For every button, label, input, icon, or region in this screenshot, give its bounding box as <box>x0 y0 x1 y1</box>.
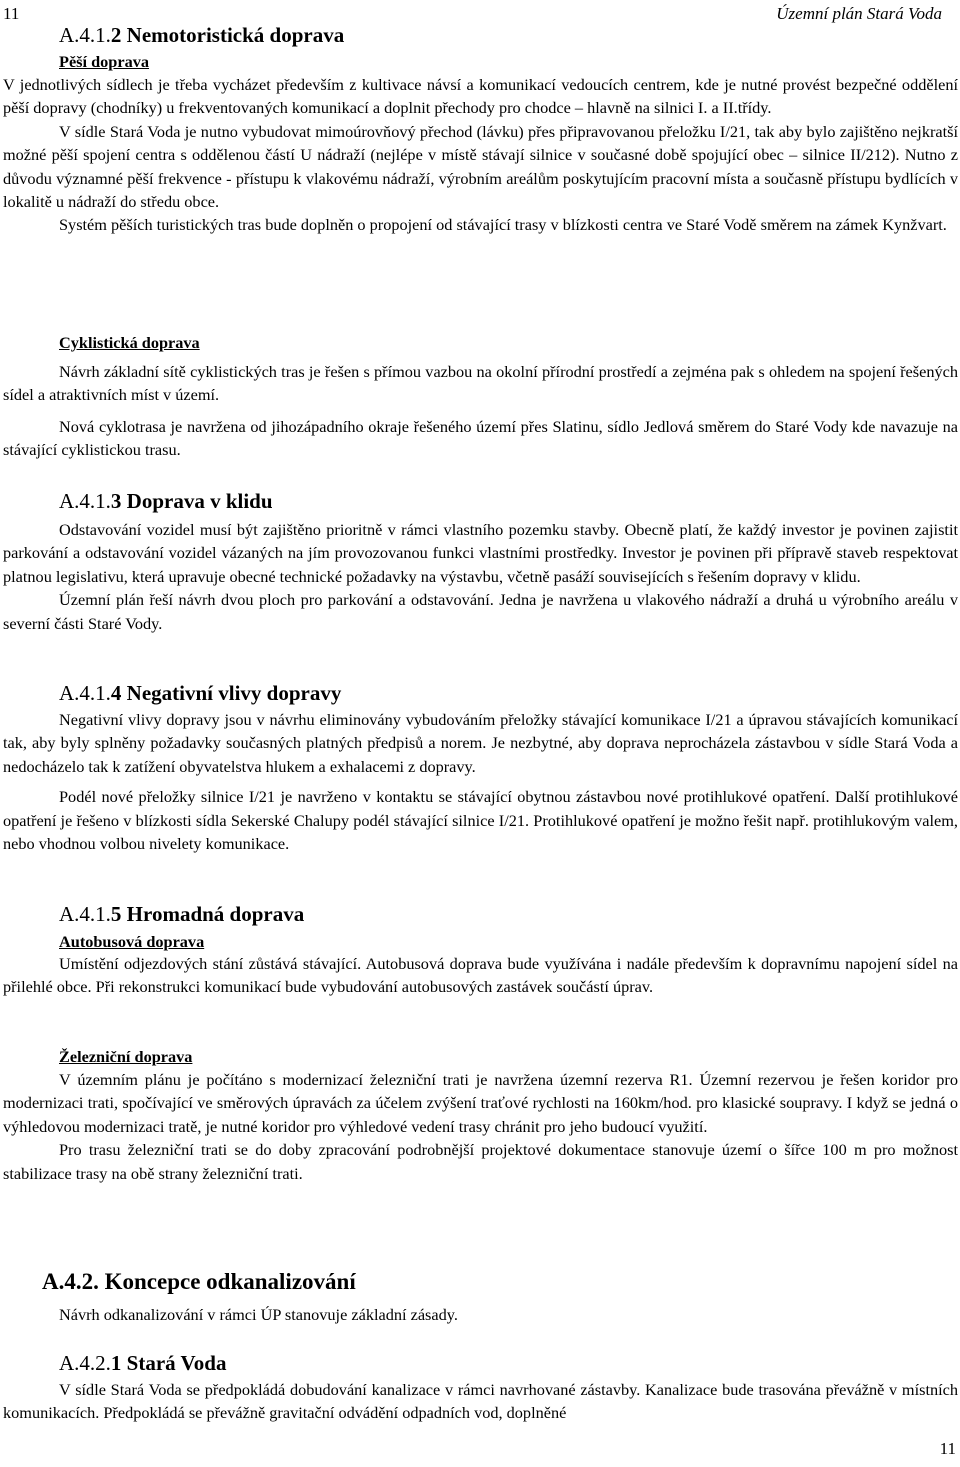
pesi-doprava-text <box>3 73 958 237</box>
section-number: A.4.2. <box>59 1351 111 1375</box>
section-number: A.4.1. <box>59 489 111 513</box>
zeleznicni-doprava-text <box>3 1068 958 1185</box>
paragraph: Systém pěších turistických tras bude doplněn o propojení od stávající trasy v blízkosti centra ve Staré Vodě směrem na zámek Kynžvart. <box>59 215 947 235</box>
section-title: 5 Hromadná doprava <box>110 902 305 926</box>
subheading-zeleznicni-doprava: Železniční doprava <box>59 1047 193 1066</box>
paragraph: Odstavování vozidel musí být zajištěno prioritně v rámci vlastního pozemku stavby. Obecně platí, že každý investor je povinen zajistit parkování a odstavování vozidel vázaných na jím provozovanou funkci vlastními prostředky. Investor je povinen při přípravě staveb respektovat platnou legislativu, která upravuje obecné technické požadavky na výstavbu, včetně pasáží souvisejících s řešením dopravy v klidu. <box>3 520 958 586</box>
paragraph: V územním plánu je počítáno s modernizací železniční trati je navržena územní rezerva R1. Územní rezervou je řešen koridor pro modernizaci trati, spočívající ve směrových úpravách za účelem zvýšení traťové rychlosti na 160km/hod. pro klasické soupravy. I když se jedná o výhledovou modernizaci tratě, je nutné koridor pro výhledové vedení trasy chránit pro jeho budoucí využití. <box>3 1070 958 1136</box>
paragraph: Nová cyklotrasa je navržena od jihozápadního okraje řešeného území přes Slatinu, sídlo Jedlová směrem do Staré Vody kde navazuje na stávající cyklistickou trasu. <box>3 416 958 460</box>
section-heading-doprava-v-klidu <box>59 490 273 513</box>
section-number: A.4.1. <box>59 681 111 705</box>
autobusova-doprava-text <box>3 952 958 999</box>
section-title: 3 Doprava v klidu <box>110 489 273 513</box>
subheading-cyklisticka-doprava: Cyklistická doprava <box>59 333 200 352</box>
paragraph: Podél nové přeložky silnice I/21 je navrženo v kontaktu se stávající obytnou zástavbou nové protihlukové opatření. Další protihlukové opatření je řešeno v blízkosti sídla Sekerské Chalupy podél stávající silnice I/21. Protihlukové opatření je možno řešit např. protihlukovým valem, nebo vhodnou volbou nivelety komunikace. <box>3 787 958 854</box>
section-number: A.4.1. <box>59 902 111 926</box>
doprava-v-klidu-text <box>3 518 958 635</box>
section-number: A.4.1. <box>59 23 111 47</box>
negativni-vlivy-text <box>3 708 958 855</box>
paragraph: Návrh základní sítě cyklistických tras je řešen s přímou vazbou na okolní přírodní prostředí a zejména pak s ohledem na spojení řešených sídel a atraktivních míst v území. <box>3 362 958 405</box>
section-heading-stara-voda <box>59 1352 226 1375</box>
paragraph: V jednotlivých sídlech je třeba vycházet především z kultivace návsí a komunikací vedoucích centrem, kde je nutné provést bezpečné oddělení pěší dopravy (chodníky) u frekventovaných komunikací a doplnit přechody pro chodce – hlavně na silnici I. a II.třídy. <box>3 75 958 118</box>
paragraph: Návrh odkanalizování v rámci ÚP stanovuje základní zásady. <box>59 1305 458 1324</box>
section-heading-hromadna-doprava <box>59 903 304 926</box>
subheading-pesi-doprava: Pěší doprava <box>59 52 150 71</box>
koncepce-odkanalizovani-text <box>3 1303 958 1326</box>
section-title: 4 Negativní vlivy dopravy <box>110 681 342 705</box>
section-heading-negativni-vlivy <box>59 682 341 705</box>
paragraph: Negativní vlivy dopravy jsou v návrhu eliminovány vybudováním přeložky stávající komunikace I/21 a úpravou stávajících komunikací tak, aby byly splněny požadavky současných platných předpisů a norem. Je nezbytné, aby doprava neprocházela zástavbou v sídle Stará Voda a nedocházelo tak k zatížení obyvatelstva hlukem a exhalacemi z dopravy. <box>3 710 958 776</box>
cyklisticka-doprava-text <box>3 360 958 462</box>
section-heading-koncepce-odkanalizovani: A.4.2. Koncepce odkanalizování <box>42 1269 356 1294</box>
paragraph: Pro trasu železniční trati se do doby zpracování podrobnější projektové dokumentace stanovuje území o šířce 100 m pro možnost stabilizace trasy na obě strany železniční trati. <box>3 1140 958 1183</box>
paragraph: Územní plán řeší návrh dvou ploch pro parkování a odstavování. Jedna je navržena u vlakového nádraží a druhá u výrobního areálu v severní části Staré Vody. <box>3 590 958 633</box>
section-heading-nemotoristicka <box>59 24 344 47</box>
section-title: 1 Stará Voda <box>110 1351 227 1375</box>
section-title: 2 Nemotoristická doprava <box>110 23 345 47</box>
page-number-bottom: 11 <box>939 1439 956 1458</box>
page-number-top: 11 <box>3 4 20 23</box>
paragraph: Umístění odjezdových stání zůstává stávající. Autobusová doprava bude využívána i nadále především k dopravnímu napojení sídel na přilehlé obce. Při rekonstrukci komunikací bude vybudování autobusových zastávek součástí úprav. <box>3 954 958 997</box>
stara-voda-text <box>3 1378 958 1425</box>
subheading-autobusova-doprava: Autobusová doprava <box>59 932 205 951</box>
running-header: Územní plán Stará Voda <box>776 4 942 23</box>
paragraph: V sídle Stará Voda je nutno vybudovat mimoúrovňový přechod (lávku) přes připravovanou přeložku I/21, tak aby bylo zajištěno nejkratší možné pěší spojení centra s oddělenou částí U nádraží (nejlépe v místě stávají silnice v současné době spojující obec – silnice II/212). Nutno z důvodu významné pěší frekvence - přístupu k vlakovému nádraží, výrobním areálům poskytujícím pracovní místa a současně přístupu bydlících v lokalitě u nádraží do středu obce. <box>3 121 958 212</box>
paragraph: V sídle Stará Voda se předpokládá dobudování kanalizace v rámci navrhované zástavby. Kanalizace bude trasována převážně v místních komunikacích. Předpokládá se převážně gravitační odvádění odpadních vod, doplněné <box>3 1380 958 1423</box>
